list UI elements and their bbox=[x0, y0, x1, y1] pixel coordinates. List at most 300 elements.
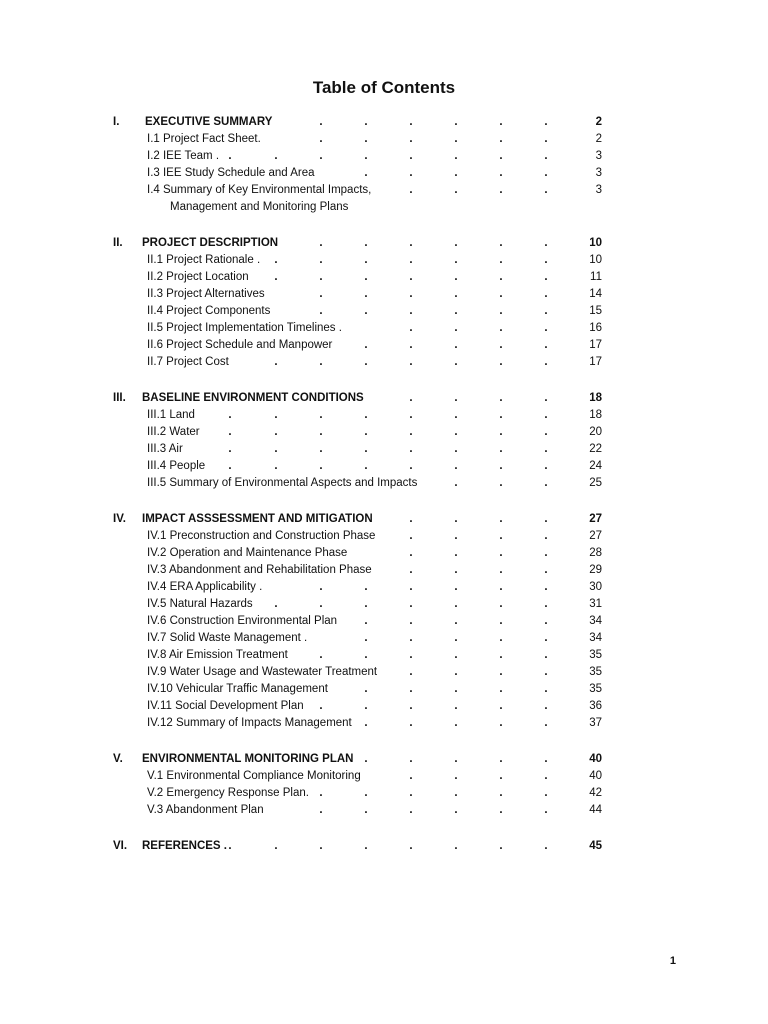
leader-dot: . bbox=[409, 666, 413, 678]
page-reference: 22 bbox=[589, 443, 602, 455]
leader-dot: . bbox=[364, 443, 368, 455]
page-reference: 27 bbox=[589, 513, 602, 525]
section-title: ENVIRONMENTAL MONITORING PLAN bbox=[142, 753, 354, 765]
leader-dot: . bbox=[544, 649, 548, 661]
leader-dot: . bbox=[409, 615, 413, 627]
entry-title: IV.4 ERA Applicability . bbox=[147, 581, 263, 593]
entry-title: IV.5 Natural Hazards bbox=[147, 598, 253, 610]
leader-dot: . bbox=[499, 564, 503, 576]
leader-dot: . bbox=[544, 133, 548, 145]
leader-dot: . bbox=[409, 530, 413, 542]
leader-dot: . bbox=[544, 339, 548, 351]
page-reference: 44 bbox=[589, 804, 602, 816]
leader-dot: . bbox=[274, 150, 278, 162]
leader-dot: . bbox=[274, 356, 278, 368]
page-reference: 35 bbox=[589, 649, 602, 661]
leader-dot: . bbox=[319, 116, 323, 128]
entry-title: II.7 Project Cost bbox=[147, 356, 229, 368]
leader-dot: . bbox=[409, 840, 413, 852]
toc-entry-row[interactable] bbox=[0, 596, 768, 613]
leader-dot: . bbox=[319, 150, 323, 162]
toc-entry-row[interactable] bbox=[0, 545, 768, 562]
entry-title: III.1 Land bbox=[147, 409, 195, 421]
page-reference: 10 bbox=[589, 254, 602, 266]
leader-dot: . bbox=[454, 649, 458, 661]
leader-dot: . bbox=[544, 116, 548, 128]
leader-dot: . bbox=[544, 409, 548, 421]
leader-dot: . bbox=[499, 547, 503, 559]
page-reference: 29 bbox=[589, 564, 602, 576]
leader-dot: . bbox=[364, 356, 368, 368]
leader-dot: . bbox=[499, 305, 503, 317]
leader-dot: . bbox=[364, 753, 368, 765]
leader-dot: . bbox=[454, 305, 458, 317]
entry-title: I.1 Project Fact Sheet. bbox=[147, 133, 261, 145]
page-reference: 17 bbox=[589, 356, 602, 368]
toc-entry-row[interactable] bbox=[0, 182, 768, 199]
toc-entry-continuation bbox=[0, 199, 768, 216]
leader-dot: . bbox=[409, 787, 413, 799]
leader-dot: . bbox=[544, 288, 548, 300]
leader-dot: . bbox=[499, 443, 503, 455]
entry-title: IV.11 Social Development Plan bbox=[147, 700, 304, 712]
leader-dot: . bbox=[454, 288, 458, 300]
leader-dot: . bbox=[499, 460, 503, 472]
page-reference: 18 bbox=[589, 392, 602, 404]
page-reference: 24 bbox=[589, 460, 602, 472]
leader-dot: . bbox=[228, 150, 232, 162]
leader-dot: . bbox=[454, 254, 458, 266]
entry-title: IV.1 Preconstruction and Construction Phase bbox=[147, 530, 376, 542]
leader-dot: . bbox=[409, 581, 413, 593]
leader-dot: . bbox=[274, 840, 278, 852]
page-reference: 17 bbox=[589, 339, 602, 351]
leader-dot: . bbox=[454, 237, 458, 249]
leader-dot: . bbox=[499, 133, 503, 145]
leader-dot: . bbox=[364, 700, 368, 712]
entry-title: IV.12 Summary of Impacts Management bbox=[147, 717, 352, 729]
page-title: Table of Contents bbox=[312, 78, 456, 97]
page-reference: 42 bbox=[589, 787, 602, 799]
leader-dot: . bbox=[499, 288, 503, 300]
leader-dot: . bbox=[364, 237, 368, 249]
leader-dot: . bbox=[544, 150, 548, 162]
entry-title: III.3 Air bbox=[147, 443, 183, 455]
leader-dot: . bbox=[409, 150, 413, 162]
leader-dot: . bbox=[364, 649, 368, 661]
leader-dot: . bbox=[454, 530, 458, 542]
page-reference: 20 bbox=[589, 426, 602, 438]
leader-dot: . bbox=[454, 581, 458, 593]
toc-entry-row[interactable] bbox=[0, 698, 768, 715]
section-title: BASELINE ENVIRONMENT CONDITIONS bbox=[142, 392, 364, 404]
leader-dot: . bbox=[454, 632, 458, 644]
page-reference: 15 bbox=[589, 305, 602, 317]
leader-dot: . bbox=[364, 717, 368, 729]
leader-dot: . bbox=[274, 271, 278, 283]
leader-dot: . bbox=[454, 443, 458, 455]
leader-dot: . bbox=[544, 787, 548, 799]
leader-dot: . bbox=[274, 443, 278, 455]
leader-dot: . bbox=[364, 840, 368, 852]
entry-title: II.4 Project Components bbox=[147, 305, 271, 317]
leader-dot: . bbox=[319, 649, 323, 661]
leader-dot: . bbox=[409, 443, 413, 455]
section-title: IMPACT ASSSESSMENT AND MITIGATION bbox=[142, 513, 373, 525]
leader-dot: . bbox=[409, 770, 413, 782]
page-reference: 40 bbox=[589, 770, 602, 782]
leader-dot: . bbox=[454, 409, 458, 421]
leader-dot: . bbox=[319, 271, 323, 283]
leader-dot: . bbox=[364, 339, 368, 351]
leader-dot: . bbox=[454, 683, 458, 695]
leader-dot: . bbox=[454, 615, 458, 627]
page-reference: 30 bbox=[589, 581, 602, 593]
entry-title: IV.2 Operation and Maintenance Phase bbox=[147, 547, 348, 559]
leader-dot: . bbox=[544, 513, 548, 525]
leader-dot: . bbox=[454, 770, 458, 782]
leader-dot: . bbox=[409, 392, 413, 404]
entry-title: V.3 Abandonment Plan bbox=[147, 804, 264, 816]
leader-dot: . bbox=[544, 632, 548, 644]
leader-dot: . bbox=[364, 598, 368, 610]
toc-entry-row[interactable] bbox=[0, 252, 768, 269]
leader-dot: . bbox=[544, 598, 548, 610]
entry-title: II.3 Project Alternatives bbox=[147, 288, 265, 300]
leader-dot: . bbox=[409, 409, 413, 421]
leader-dot: . bbox=[364, 271, 368, 283]
leader-dot: . bbox=[409, 426, 413, 438]
leader-dot: . bbox=[364, 632, 368, 644]
entry-title: II.1 Project Rationale . bbox=[147, 254, 261, 266]
leader-dot: . bbox=[364, 460, 368, 472]
leader-dot: . bbox=[364, 150, 368, 162]
page-reference: 34 bbox=[589, 615, 602, 627]
leader-dot: . bbox=[274, 460, 278, 472]
page-reference: 34 bbox=[589, 632, 602, 644]
leader-dot: . bbox=[364, 426, 368, 438]
leader-dot: . bbox=[319, 237, 323, 249]
leader-dot: . bbox=[274, 598, 278, 610]
leader-dot: . bbox=[454, 167, 458, 179]
toc-entry-row[interactable] bbox=[0, 458, 768, 475]
leader-dot: . bbox=[274, 426, 278, 438]
leader-dot: . bbox=[409, 460, 413, 472]
leader-dot: . bbox=[319, 804, 323, 816]
entry-title: IV.10 Vehicular Traffic Management bbox=[147, 683, 328, 695]
toc-entry-row[interactable] bbox=[0, 441, 768, 458]
leader-dot: . bbox=[499, 700, 503, 712]
toc-entry-row[interactable] bbox=[0, 647, 768, 664]
leader-dot: . bbox=[544, 322, 548, 334]
leader-dot: . bbox=[454, 700, 458, 712]
toc-entry-row[interactable] bbox=[0, 354, 768, 371]
leader-dot: . bbox=[454, 116, 458, 128]
toc-entry-row[interactable] bbox=[0, 131, 768, 148]
section-title: EXECUTIVE SUMMARY bbox=[145, 116, 273, 128]
leader-dot: . bbox=[228, 840, 232, 852]
page-reference: 45 bbox=[589, 840, 602, 852]
section-number: V. bbox=[113, 753, 123, 765]
leader-dot: . bbox=[454, 356, 458, 368]
page-reference: 16 bbox=[589, 322, 602, 334]
leader-dot: . bbox=[499, 683, 503, 695]
leader-dot: . bbox=[454, 184, 458, 196]
leader-dot: . bbox=[364, 615, 368, 627]
leader-dot: . bbox=[228, 426, 232, 438]
leader-dot: . bbox=[319, 254, 323, 266]
leader-dot: . bbox=[454, 392, 458, 404]
leader-dot: . bbox=[499, 116, 503, 128]
leader-dot: . bbox=[499, 666, 503, 678]
leader-dot: . bbox=[454, 840, 458, 852]
toc-entry-row[interactable] bbox=[0, 664, 768, 681]
entry-title: IV.7 Solid Waste Management . bbox=[147, 632, 308, 644]
page-reference: 10 bbox=[589, 237, 602, 249]
entry-title: II.5 Project Implementation Timelines . bbox=[147, 322, 342, 334]
toc-entry-row[interactable] bbox=[0, 337, 768, 354]
section-title: REFERENCES . bbox=[142, 840, 227, 852]
leader-dot: . bbox=[228, 460, 232, 472]
leader-dot: . bbox=[364, 409, 368, 421]
leader-dot: . bbox=[454, 477, 458, 489]
leader-dot: . bbox=[409, 116, 413, 128]
toc-entry-row[interactable] bbox=[0, 269, 768, 286]
leader-dot: . bbox=[409, 547, 413, 559]
leader-dot: . bbox=[319, 460, 323, 472]
leader-dot: . bbox=[544, 804, 548, 816]
entry-title: III.4 People bbox=[147, 460, 206, 472]
page-reference: 40 bbox=[589, 753, 602, 765]
section-number: I. bbox=[113, 116, 120, 128]
leader-dot: . bbox=[544, 530, 548, 542]
leader-dot: . bbox=[544, 237, 548, 249]
leader-dot: . bbox=[499, 167, 503, 179]
leader-dot: . bbox=[454, 598, 458, 610]
entry-title-continuation: Management and Monitoring Plans bbox=[170, 201, 349, 213]
toc-entry-row[interactable] bbox=[0, 475, 768, 492]
leader-dot: . bbox=[454, 547, 458, 559]
leader-dot: . bbox=[274, 254, 278, 266]
toc-entry-row[interactable] bbox=[0, 630, 768, 647]
leader-dot: . bbox=[454, 322, 458, 334]
page-reference: 28 bbox=[589, 547, 602, 559]
leader-dot: . bbox=[544, 392, 548, 404]
leader-dot: . bbox=[319, 581, 323, 593]
leader-dot: . bbox=[409, 598, 413, 610]
page-reference: 3 bbox=[595, 150, 602, 162]
leader-dot: . bbox=[499, 184, 503, 196]
leader-dot: . bbox=[409, 804, 413, 816]
leader-dot: . bbox=[364, 804, 368, 816]
leader-dot: . bbox=[454, 460, 458, 472]
toc-entry-row[interactable] bbox=[0, 768, 768, 785]
entry-title: II.6 Project Schedule and Manpower bbox=[147, 339, 333, 351]
leader-dot: . bbox=[499, 254, 503, 266]
section-number: VI. bbox=[113, 840, 128, 852]
toc-entry-row[interactable] bbox=[0, 785, 768, 802]
leader-dot: . bbox=[544, 700, 548, 712]
leader-dot: . bbox=[409, 271, 413, 283]
toc-entry-row[interactable] bbox=[0, 165, 768, 182]
leader-dot: . bbox=[499, 237, 503, 249]
leader-dot: . bbox=[409, 288, 413, 300]
page-reference: 35 bbox=[589, 666, 602, 678]
leader-dot: . bbox=[409, 700, 413, 712]
leader-dot: . bbox=[544, 426, 548, 438]
leader-dot: . bbox=[454, 150, 458, 162]
leader-dot: . bbox=[454, 426, 458, 438]
leader-dot: . bbox=[499, 271, 503, 283]
leader-dot: . bbox=[409, 254, 413, 266]
toc-entry-row[interactable] bbox=[0, 286, 768, 303]
leader-dot: . bbox=[499, 787, 503, 799]
leader-dot: . bbox=[319, 840, 323, 852]
toc-section-row[interactable] bbox=[0, 751, 768, 768]
leader-dot: . bbox=[454, 804, 458, 816]
leader-dot: . bbox=[499, 649, 503, 661]
entry-title: I.2 IEE Team . bbox=[147, 150, 220, 162]
leader-dot: . bbox=[409, 683, 413, 695]
leader-dot: . bbox=[499, 598, 503, 610]
leader-dot: . bbox=[454, 513, 458, 525]
toc-entry-row[interactable] bbox=[0, 613, 768, 630]
leader-dot: . bbox=[454, 753, 458, 765]
leader-dot: . bbox=[544, 356, 548, 368]
leader-dot: . bbox=[499, 804, 503, 816]
entry-title: III.2 Water bbox=[147, 426, 200, 438]
leader-dot: . bbox=[409, 237, 413, 249]
toc-section-row[interactable] bbox=[0, 511, 768, 528]
leader-dot: . bbox=[544, 666, 548, 678]
leader-dot: . bbox=[409, 167, 413, 179]
leader-dot: . bbox=[409, 649, 413, 661]
leader-dot: . bbox=[409, 513, 413, 525]
toc-entry-row[interactable] bbox=[0, 303, 768, 320]
entry-title: IV.8 Air Emission Treatment bbox=[147, 649, 288, 661]
leader-dot: . bbox=[319, 426, 323, 438]
page-reference: 36 bbox=[589, 700, 602, 712]
entry-title: V.2 Emergency Response Plan. bbox=[147, 787, 309, 799]
entry-title: IV.6 Construction Environmental Plan bbox=[147, 615, 338, 627]
leader-dot: . bbox=[544, 717, 548, 729]
page-reference: 3 bbox=[595, 167, 602, 179]
leader-dot: . bbox=[499, 840, 503, 852]
section-number: II. bbox=[113, 237, 123, 249]
leader-dot: . bbox=[409, 356, 413, 368]
toc-entry-row[interactable] bbox=[0, 148, 768, 165]
leader-dot: . bbox=[454, 717, 458, 729]
page-reference: 2 bbox=[595, 133, 602, 145]
leader-dot: . bbox=[544, 564, 548, 576]
leader-dot: . bbox=[319, 288, 323, 300]
toc-section-row[interactable] bbox=[0, 114, 768, 131]
leader-dot: . bbox=[364, 787, 368, 799]
leader-dot: . bbox=[499, 409, 503, 421]
leader-dot: . bbox=[499, 530, 503, 542]
page-reference: 14 bbox=[589, 288, 602, 300]
leader-dot: . bbox=[409, 184, 413, 196]
leader-dot: . bbox=[454, 787, 458, 799]
leader-dot: . bbox=[409, 133, 413, 145]
leader-dot: . bbox=[544, 753, 548, 765]
leader-dot: . bbox=[499, 632, 503, 644]
toc-entry-row[interactable] bbox=[0, 320, 768, 337]
leader-dot: . bbox=[409, 322, 413, 334]
leader-dot: . bbox=[499, 339, 503, 351]
toc-section-row[interactable] bbox=[0, 838, 768, 855]
page-reference: 25 bbox=[589, 477, 602, 489]
leader-dot: . bbox=[544, 254, 548, 266]
toc-section-row[interactable] bbox=[0, 390, 768, 407]
leader-dot: . bbox=[364, 116, 368, 128]
leader-dot: . bbox=[364, 683, 368, 695]
section-number: IV. bbox=[113, 513, 127, 525]
toc-entry-row[interactable] bbox=[0, 681, 768, 698]
leader-dot: . bbox=[499, 426, 503, 438]
leader-dot: . bbox=[544, 167, 548, 179]
leader-dot: . bbox=[364, 254, 368, 266]
leader-dot: . bbox=[499, 581, 503, 593]
toc-entry-row[interactable] bbox=[0, 562, 768, 579]
leader-dot: . bbox=[544, 840, 548, 852]
leader-dot: . bbox=[499, 770, 503, 782]
leader-dot: . bbox=[544, 615, 548, 627]
entry-title: IV.9 Water Usage and Wastewater Treatment bbox=[147, 666, 378, 678]
leader-dot: . bbox=[544, 460, 548, 472]
leader-dot: . bbox=[544, 581, 548, 593]
leader-dot: . bbox=[544, 547, 548, 559]
leader-dot: . bbox=[319, 409, 323, 421]
page-reference: 27 bbox=[589, 530, 602, 542]
leader-dot: . bbox=[499, 392, 503, 404]
leader-dot: . bbox=[454, 339, 458, 351]
leader-dot: . bbox=[319, 787, 323, 799]
entry-title: II.2 Project Location bbox=[147, 271, 249, 283]
toc-entry-row[interactable] bbox=[0, 802, 768, 819]
leader-dot: . bbox=[409, 305, 413, 317]
leader-dot: . bbox=[364, 167, 368, 179]
leader-dot: . bbox=[228, 443, 232, 455]
toc-section-row[interactable] bbox=[0, 235, 768, 252]
leader-dot: . bbox=[544, 770, 548, 782]
leader-dot: . bbox=[544, 683, 548, 695]
toc-entry-row[interactable] bbox=[0, 715, 768, 732]
leader-dot: . bbox=[364, 133, 368, 145]
leader-dot: . bbox=[499, 717, 503, 729]
section-number: III. bbox=[113, 392, 126, 404]
entry-title: III.5 Summary of Environmental Aspects and Impacts bbox=[147, 477, 418, 489]
page-reference: 18 bbox=[589, 409, 602, 421]
leader-dot: . bbox=[409, 753, 413, 765]
toc-entry-row[interactable] bbox=[0, 424, 768, 441]
leader-dot: . bbox=[499, 477, 503, 489]
leader-dot: . bbox=[228, 409, 232, 421]
leader-dot: . bbox=[499, 753, 503, 765]
page-reference: 2 bbox=[595, 116, 602, 128]
page-reference: 37 bbox=[589, 717, 602, 729]
toc-entry-row[interactable] bbox=[0, 407, 768, 424]
leader-dot: . bbox=[319, 356, 323, 368]
page-reference: 3 bbox=[595, 184, 602, 196]
leader-dot: . bbox=[499, 356, 503, 368]
toc-entry-row[interactable] bbox=[0, 579, 768, 596]
leader-dot: . bbox=[319, 443, 323, 455]
leader-dot: . bbox=[544, 305, 548, 317]
toc-entry-row[interactable] bbox=[0, 528, 768, 545]
leader-dot: . bbox=[454, 564, 458, 576]
page-reference: 11 bbox=[590, 271, 602, 283]
